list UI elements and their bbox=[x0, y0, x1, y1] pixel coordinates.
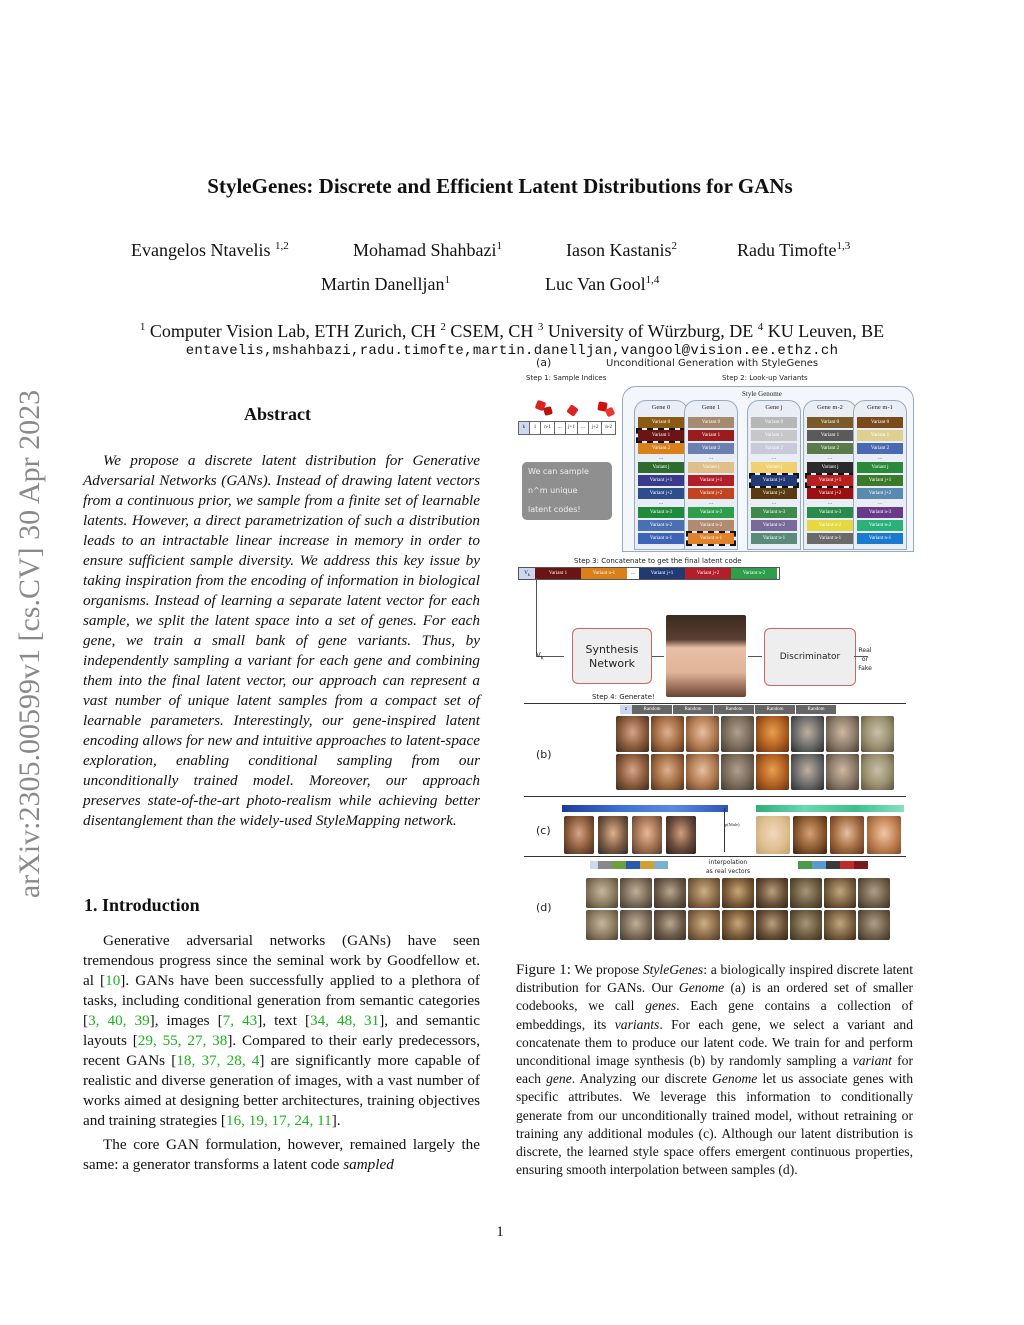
ellipsis: ... bbox=[877, 455, 883, 461]
sample-image bbox=[791, 716, 824, 752]
variant-cell: Variant n-2 bbox=[688, 520, 734, 531]
sample-image bbox=[756, 716, 789, 752]
variant-cell: Variant 0 bbox=[857, 417, 903, 428]
variant-cell: Variant 2 bbox=[807, 443, 853, 454]
sample-image bbox=[654, 910, 686, 940]
intro-paragraph-1: Generative adversarial networks (GANs) have seen tremendous progress since the seminal work by Goodfellow et. al [10]. GANs have been successfully applied to a plethora of tasks, including conditional generation from semantic categories [3, 40, 39], images [7, 43], text [34, 48, 31], and semantic layouts [29, 55, 27, 38]. Compared to their early predecessors, recent GANs [18, 37, 28, 4] are significantly more capable of realistic and diverse generation of images, with a vast number of works aimed at designing better architectures, training objectives and training strategies [16, 19, 17, 24, 11]. bbox=[83, 932, 481, 1129]
citation[interactable]: 3, 40, 39 bbox=[88, 1012, 150, 1029]
gene-header: Gene m-2 bbox=[817, 404, 843, 411]
variant-cell: Variant 1 bbox=[857, 430, 903, 441]
random-strip: z Random Random Random Random Random bbox=[620, 705, 836, 714]
arxiv-stamp: arXiv:2305.00599v1 [cs.CV] 30 Apr 2023 bbox=[13, 389, 46, 899]
sample-image bbox=[722, 910, 754, 940]
dice-icon bbox=[543, 406, 553, 416]
author-3: Iason Kastanis$^2$ bbox=[566, 240, 677, 260]
variant-cell: Variant j bbox=[688, 462, 734, 473]
citation[interactable]: 10 bbox=[105, 972, 121, 989]
affiliations: $^1$ Computer Vision Lab, ETH Zurich, CH $^2$ CSEM, CH $^3$ University of Würzburg, DE $^4$ KU Leuven, BE bbox=[139, 321, 885, 341]
gene-header: Gene j bbox=[765, 404, 783, 411]
figure-1 bbox=[516, 356, 914, 948]
generated-face-image bbox=[666, 615, 746, 697]
sample-image bbox=[790, 878, 822, 908]
author-4: Radu Timofte$^{1,3}$ bbox=[737, 240, 851, 260]
arrow-line bbox=[748, 656, 762, 657]
variant-cell: Variant n-2 bbox=[751, 520, 797, 531]
sample-image bbox=[824, 878, 856, 908]
sample-image bbox=[651, 754, 684, 790]
sample-image bbox=[791, 754, 824, 790]
sample-image bbox=[598, 816, 628, 854]
panel-b-label: (b) bbox=[536, 748, 552, 761]
panel-c-label: (c) bbox=[536, 824, 551, 837]
sample-image bbox=[722, 878, 754, 908]
sample-image bbox=[830, 816, 864, 854]
sample-note: We can sample n^m unique latent codes! bbox=[522, 462, 612, 520]
axis-line bbox=[724, 808, 725, 852]
gene-vector-female bbox=[756, 805, 904, 812]
variant-cell: Variant n-3 bbox=[638, 507, 684, 518]
gene-header: Gene 0 bbox=[651, 404, 671, 411]
gene-header: Gene m-1 bbox=[867, 404, 893, 411]
ellipsis: ... bbox=[771, 500, 777, 506]
variant-cell: Variant n-3 bbox=[807, 507, 853, 518]
vk-label: $V_k$ bbox=[536, 651, 544, 662]
dice-icon bbox=[605, 407, 616, 418]
sample-image bbox=[632, 816, 662, 854]
sample-image bbox=[651, 716, 684, 752]
variant-cell: Variant j+1 bbox=[857, 475, 903, 486]
sample-image bbox=[756, 816, 790, 854]
sample-image bbox=[756, 910, 788, 940]
step1-label: Step 1: Sample Indices bbox=[526, 374, 607, 382]
figure-title: Unconditional Generation with StyleGenes bbox=[606, 358, 819, 369]
figure-caption: Figure 1: We propose StyleGenes: a biologically inspired discrete latent distribution for GANs. Our Genome (a) is an ordered set of smaller codebooks, we call genes. Each gene contains a collection of embeddings, its variants. For each gene, we select a variant and concatenate them to produce our latent code. We train for and perform unconditional image synthesis (b) by randomly sampling a variant for each gene. Analyzing our discrete Genome let us associate genes with specific attributes. We leverage this information to conditionally generate from our unconditionally trained model, without retraining or training any additional modules (c). Although our latent distribution is discrete, the learned style space offers emergent continuous properties, ensuring smooth interpolation between samples (d). bbox=[516, 962, 914, 1178]
sample-image bbox=[686, 754, 719, 790]
sample-image bbox=[620, 878, 652, 908]
variant-cell: Variant n-2 bbox=[807, 520, 853, 531]
variant-cell: Variant j+2 bbox=[638, 488, 684, 499]
sample-image bbox=[858, 910, 890, 940]
step3-label: Step 3: Concatenate to get the final latent code bbox=[574, 557, 742, 565]
ellipsis: ... bbox=[771, 455, 777, 461]
sample-image bbox=[616, 754, 649, 790]
sample-image bbox=[826, 716, 859, 752]
author-6: Luc Van Gool$^{1,4}$ bbox=[545, 274, 660, 294]
intro-paragraph-2: The core GAN formulation, however, remained largely the same: a generator transforms a latent code sampled bbox=[83, 1136, 480, 1173]
ellipsis: ... bbox=[658, 500, 664, 506]
real-or-fake-label: Real or Fake bbox=[858, 647, 872, 672]
abstract-heading: Abstract bbox=[244, 404, 311, 424]
variant-cell: Variant 0 bbox=[638, 417, 684, 428]
sample-image bbox=[666, 816, 696, 854]
variant-cell: Variant j+1 bbox=[751, 475, 797, 486]
step2-label: Step 2: Look-up Variants bbox=[722, 374, 808, 382]
sample-image bbox=[620, 910, 652, 940]
variant-cell: Variant j+2 bbox=[688, 488, 734, 499]
ellipsis: ... bbox=[708, 455, 714, 461]
citation[interactable]: 34, 48, 31 bbox=[310, 1012, 380, 1029]
dice-icon bbox=[566, 404, 579, 417]
discriminator: Discriminator bbox=[764, 628, 856, 686]
variant-cell: Variant n-1 bbox=[688, 533, 734, 544]
divider bbox=[524, 856, 906, 857]
variant-cell: Variant j bbox=[857, 462, 903, 473]
panel-d-label: (d) bbox=[536, 901, 552, 914]
author-1: Evangelos Ntavelis $^{1,2}$ bbox=[131, 240, 289, 260]
variant-cell: Variant 2 bbox=[638, 443, 684, 454]
gene-column bbox=[634, 400, 688, 550]
author-5: Martin Danelljan$^1$ bbox=[321, 274, 450, 294]
sample-image bbox=[654, 878, 686, 908]
sample-image bbox=[586, 878, 618, 908]
citation[interactable]: 29, 55, 27, 38 bbox=[137, 1032, 228, 1049]
author-emails: entavelis,mshahbazi,radu.timofte,martin.danelljan,vangool@vision.ee.ethz.ch bbox=[185, 343, 839, 359]
variant-cell: Variant 0 bbox=[688, 417, 734, 428]
interpolation-label: interpolation as real vectors bbox=[706, 859, 751, 875]
variant-cell: Variant 1 bbox=[807, 430, 853, 441]
gene-column bbox=[747, 400, 801, 550]
gene-header: Gene 1 bbox=[701, 404, 721, 411]
variant-cell: Variant n-2 bbox=[857, 520, 903, 531]
citation[interactable]: 18, 37, 28, 4 bbox=[176, 1052, 260, 1069]
arrow-line bbox=[536, 578, 537, 656]
sample-image bbox=[686, 716, 719, 752]
sample-image bbox=[721, 754, 754, 790]
variant-cell: Variant j bbox=[638, 462, 684, 473]
author-2: Mohamad Shahbazi$^1$ bbox=[353, 240, 502, 260]
variant-cell: Variant n-3 bbox=[857, 507, 903, 518]
panel-a-label: (a) bbox=[536, 356, 552, 369]
variant-cell: Variant j+2 bbox=[857, 488, 903, 499]
sample-image bbox=[861, 754, 894, 790]
sample-image bbox=[756, 754, 789, 790]
style-genome-label: Style Genome bbox=[742, 390, 782, 398]
gene-vector-male bbox=[562, 805, 728, 812]
arrow-line bbox=[652, 656, 664, 657]
variant-cell: Variant n-3 bbox=[751, 507, 797, 518]
ellipsis: ... bbox=[658, 455, 664, 461]
variant-cell: Variant n-2 bbox=[638, 520, 684, 531]
sample-image bbox=[688, 878, 720, 908]
ellipsis: ... bbox=[877, 500, 883, 506]
sample-image bbox=[867, 816, 901, 854]
ellipsis: ... bbox=[708, 500, 714, 506]
citation[interactable]: 7, 43 bbox=[222, 1012, 258, 1029]
latent-code-strip: $V_k$ Variant 1 Variant n-1 ... Variant j+1 Variant j+2 Variant n-2 bbox=[518, 567, 780, 580]
ellipsis: ... bbox=[827, 455, 833, 461]
gene-column bbox=[803, 400, 857, 550]
variant-cell: Variant n-1 bbox=[751, 533, 797, 544]
sample-image bbox=[721, 716, 754, 752]
sample-image bbox=[858, 878, 890, 908]
variant-cell: Variant 2 bbox=[688, 443, 734, 454]
divider bbox=[524, 796, 906, 797]
sample-image bbox=[616, 716, 649, 752]
intro-heading: 1. Introduction bbox=[84, 895, 200, 915]
abstract-text: We propose a discrete latent distribution for Generative Adversarial Networks (GANs). Instead of drawing latent vectors from a continuous prior, we sample from a finite set of learnable latents. However, a direct parametrization of such a distribution leads to an intractable linear increase in memory in order to ensure sufficient sample diversity. We address this key issue by taking inspiration from the encoding of information in biological organisms. Instead of learning a separate latent vector for each sample, we split the latent space into a set of genes. For each gene, we train a small bank of gene variants. Thus, by independently sampling a variant for each gene and combining them into the final latent vector, our approach can represent a vast number of unique latent samples from a compact set of learnable parameters. Interestingly, our gene-inspired latent encoding allows for new and intuitive approaches to latent-space exploration, enabling conditional sampling from our unconditionally trained model. Moreover, our approach preserves state-of-the-art photo-realism while achieving better disentanglement than the widely-used StyleMapping network. bbox=[83, 452, 480, 829]
variant-cell: Variant n-1 bbox=[857, 533, 903, 544]
divider bbox=[524, 703, 906, 704]
variant-cell: Variant j bbox=[807, 462, 853, 473]
variant-cell: Variant n-1 bbox=[638, 533, 684, 544]
ellipsis: ... bbox=[827, 500, 833, 506]
variant-cell: Variant j+2 bbox=[751, 488, 797, 499]
sample-image bbox=[824, 910, 856, 940]
intro-text bbox=[83, 931, 480, 1175]
variant-cell: Variant n-3 bbox=[688, 507, 734, 518]
sample-image bbox=[586, 910, 618, 940]
p-male-label: p(Male) bbox=[725, 822, 740, 827]
citation[interactable]: 16, 19, 17, 24, 11 bbox=[225, 1112, 332, 1129]
sample-image bbox=[688, 910, 720, 940]
variant-cell: Variant 0 bbox=[751, 417, 797, 428]
synthesis-network: Synthesis Network bbox=[572, 628, 652, 684]
variant-cell: Variant n-1 bbox=[807, 533, 853, 544]
variant-cell: Variant 1 bbox=[688, 430, 734, 441]
variant-cell: Variant j+1 bbox=[807, 475, 853, 486]
sample-image bbox=[861, 716, 894, 752]
sample-image bbox=[793, 816, 827, 854]
variant-cell: Variant j+2 bbox=[807, 488, 853, 499]
gene-column bbox=[853, 400, 907, 550]
sample-image bbox=[790, 910, 822, 940]
sample-image bbox=[826, 754, 859, 790]
variant-cell: Variant 2 bbox=[857, 443, 903, 454]
paper-title: StyleGenes: Discrete and Efficient Latent Distributions for GANs bbox=[207, 174, 793, 198]
sample-image bbox=[564, 816, 594, 854]
variant-cell: Variant j+1 bbox=[638, 475, 684, 486]
variant-cell: Variant 1 bbox=[751, 430, 797, 441]
variant-cell: Variant 1 bbox=[638, 430, 684, 441]
variant-cell: Variant j bbox=[751, 462, 797, 473]
variant-cell: Variant 2 bbox=[751, 443, 797, 454]
step4-label: Step 4: Generate! bbox=[592, 693, 655, 701]
page-number: 1 bbox=[496, 1224, 504, 1240]
index-strip: k 1 n-1 ... j+1 ... j+2 n-2 bbox=[518, 421, 616, 435]
variant-cell: Variant j+1 bbox=[688, 475, 734, 486]
sample-image bbox=[756, 878, 788, 908]
gene-column bbox=[684, 400, 738, 550]
variant-cell: Variant 0 bbox=[807, 417, 853, 428]
